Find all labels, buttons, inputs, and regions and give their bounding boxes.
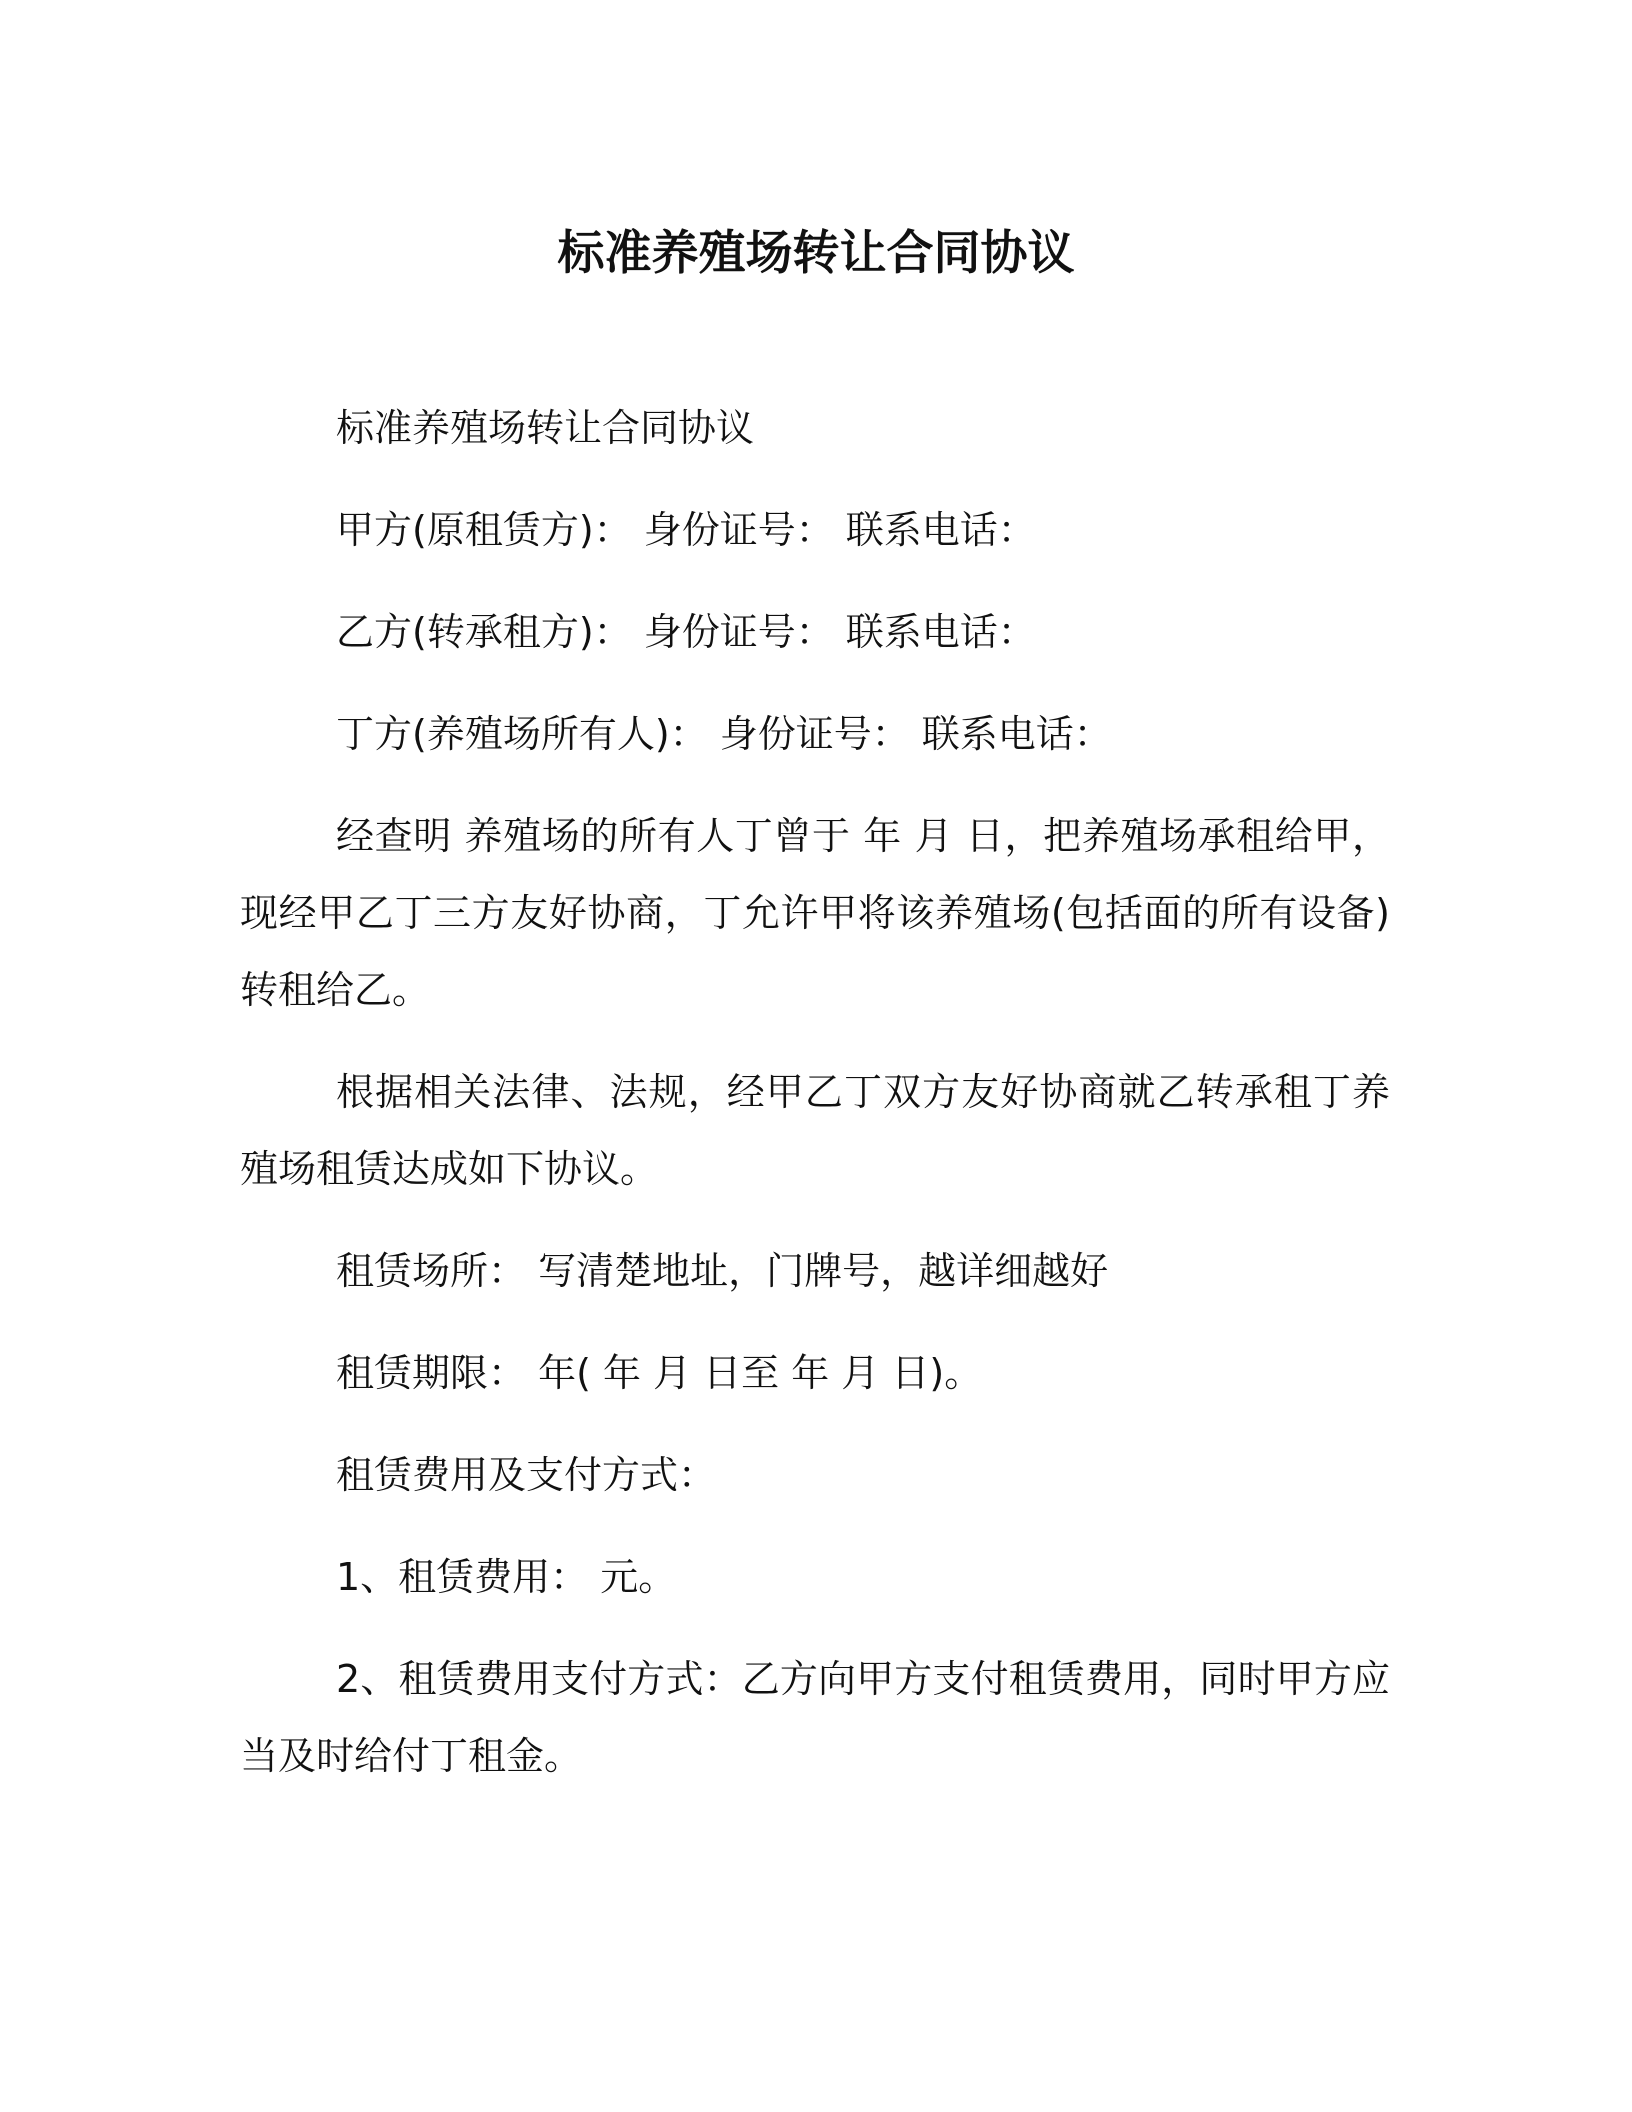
paragraph-lease-location: 租赁场所： 写清楚地址，门牌号，越详细越好: [336, 1249, 1109, 1293]
paragraph-background: 经查明 养殖场的所有人丁曾于 年 月 日，把养殖场承租给甲，现经甲乙丁三方友好协商，丁允许甲将该养殖场(包括面的所有设备)转租给乙。: [240, 814, 1390, 1012]
paragraph-basis: 根据相关法律、法规，经甲乙丁双方友好协商就乙转承租丁养殖场租赁达成如下协议。: [240, 1070, 1390, 1191]
paragraph-fee-heading: 租赁费用及支付方式：: [336, 1453, 717, 1497]
paragraph-party-a: 甲方(原租赁方)： 身份证号： 联系电话：: [336, 508, 1036, 552]
paragraph-lease-term: 租赁期限： 年( 年 月 日至 年 月 日)。: [336, 1351, 983, 1395]
paragraph-fee-amount: 1、租赁费用： 元。: [336, 1555, 677, 1599]
document-body: [240, 390, 1390, 1820]
paragraph-party-d: 丁方(养殖场所有人)： 身份证号： 联系电话：: [336, 712, 1112, 756]
paragraph-fee-payment: 2、租赁费用支付方式：乙方向甲方支付租赁费用，同时甲方应当及时给付丁租金。: [240, 1657, 1390, 1778]
document-title: 标准养殖场转让合同协议: [557, 226, 1075, 281]
paragraph-subtitle: 标准养殖场转让合同协议: [336, 406, 755, 450]
paragraph-party-b: 乙方(转承租方)： 身份证号： 联系电话：: [336, 610, 1036, 654]
